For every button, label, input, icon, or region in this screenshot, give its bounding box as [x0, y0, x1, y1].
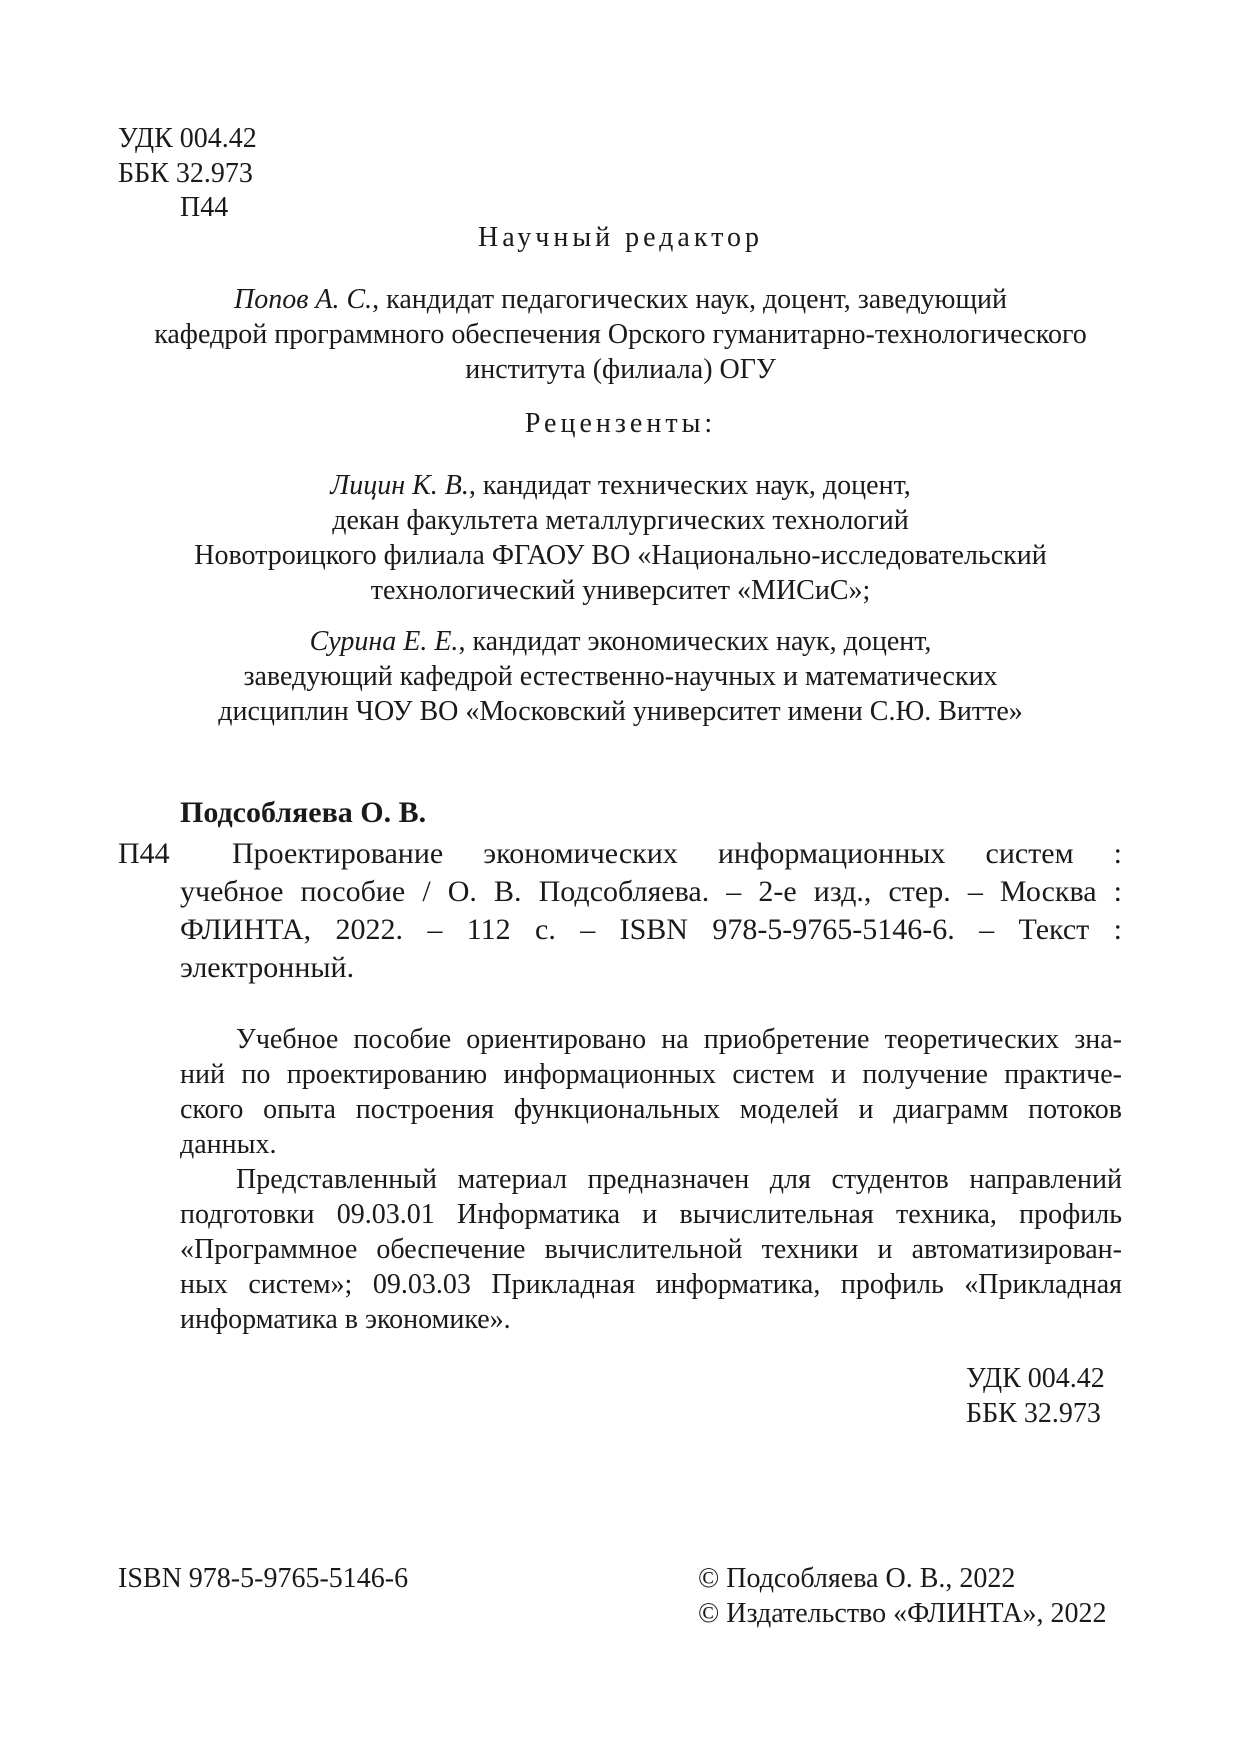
- reviewer-1-name: Лицин К. В.: [330, 470, 469, 501]
- annotation-p2-line-5: информатика в экономике».: [180, 1304, 511, 1335]
- annotation-p1-line-3: ского опыта построения функциональных моделей и диаграмм потоков: [180, 1094, 1122, 1125]
- editor-heading: Научный редактор: [478, 222, 763, 253]
- editor-block: [0, 282, 1241, 387]
- editor-line-2: кафедрой программного обеспечения Орского гуманитарно-технологического: [154, 319, 1087, 350]
- bib-author: Подсобляева О. В.: [180, 796, 427, 829]
- copyright-publisher: © Издательство «ФЛИНТА», 2022: [698, 1598, 1107, 1629]
- bbk-code-top: ББК 32.973: [118, 158, 253, 189]
- annotation-p2-line-4: ных систем»; 09.03.03 Прикладная информатика, профиль «Прикладная: [180, 1269, 1122, 1300]
- annotation: [180, 1022, 1122, 1337]
- annotation-p1-line-2: ний по проектированию информационных систем и получение практиче-: [180, 1059, 1122, 1090]
- editor-name: Попов А. С.: [233, 284, 373, 315]
- annotation-p2-line-1: Представленный материал предназначен для студентов направлений: [236, 1164, 1122, 1195]
- reviewer-2-name: Сурина Е. Е.: [309, 626, 459, 657]
- udk-code-bottom: УДК 004.42: [966, 1363, 1105, 1394]
- reviewer-1-line-1: Лицин К. В., кандидат технических наук, доцент,: [330, 470, 911, 501]
- annotation-p2-line-2: подготовки 09.03.01 Информатика и вычислительная техника, профиль: [180, 1199, 1122, 1230]
- bib-line-3: ФЛИНТА, 2022. – 112 с. – ISBN 978-5-9765-5146-6. – Текст :: [180, 913, 1122, 946]
- reviewer-2-line-1: Сурина Е. Е., кандидат экономических наук, доцент,: [309, 626, 932, 657]
- reviewers-heading: Рецензенты:: [524, 408, 717, 439]
- bib-description: [180, 835, 1122, 987]
- bib-line-1: Проектирование экономических информационных систем :: [232, 837, 1122, 870]
- annotation-p1-line-1: Учебное пособие ориентировано на приобретение теоретических зна-: [236, 1024, 1122, 1055]
- bib-line-4: электронный.: [180, 951, 355, 984]
- editor-line-1: Попов А. С., кандидат педагогических наук, доцент, заведующий: [233, 284, 1008, 315]
- reviewer-2-line-2: заведующий кафедрой естественно-научных и математических: [243, 661, 998, 692]
- bib-author-sign: П44: [118, 837, 170, 870]
- reviewer-1-line-3: Новотроицкого филиала ФГАОУ ВО «Национально-исследовательский: [194, 540, 1047, 571]
- reviewer-1-block: [0, 468, 1241, 608]
- annotation-p2-line-3: «Программное обеспечение вычислительной техники и автоматизирован-: [180, 1234, 1122, 1265]
- bib-line-2: учебное пособие / О. В. Подсобляева. – 2-е изд., стер. – Москва :: [180, 875, 1122, 908]
- annotation-p1-line-4: данных.: [180, 1129, 277, 1160]
- editor-line-3: института (филиала) ОГУ: [465, 354, 776, 385]
- isbn: ISBN 978-5-9765-5146-6: [118, 1563, 409, 1594]
- reviewer-2-block: [0, 624, 1241, 729]
- reviewer-1-line-2: декан факультета металлургических технологий: [332, 505, 909, 536]
- udk-code-top: УДК 004.42: [118, 123, 257, 154]
- copyright-author: © Подсобляева О. В., 2022: [698, 1563, 1016, 1594]
- bbk-code-bottom: ББК 32.973: [966, 1398, 1101, 1429]
- reviewer-2-line-3: дисциплин ЧОУ ВО «Московский университет имени С.Ю. Витте»: [218, 696, 1023, 727]
- reviewer-1-line-4: технологический университет «МИСиС»;: [370, 575, 871, 606]
- author-sign-top: П44: [180, 192, 229, 223]
